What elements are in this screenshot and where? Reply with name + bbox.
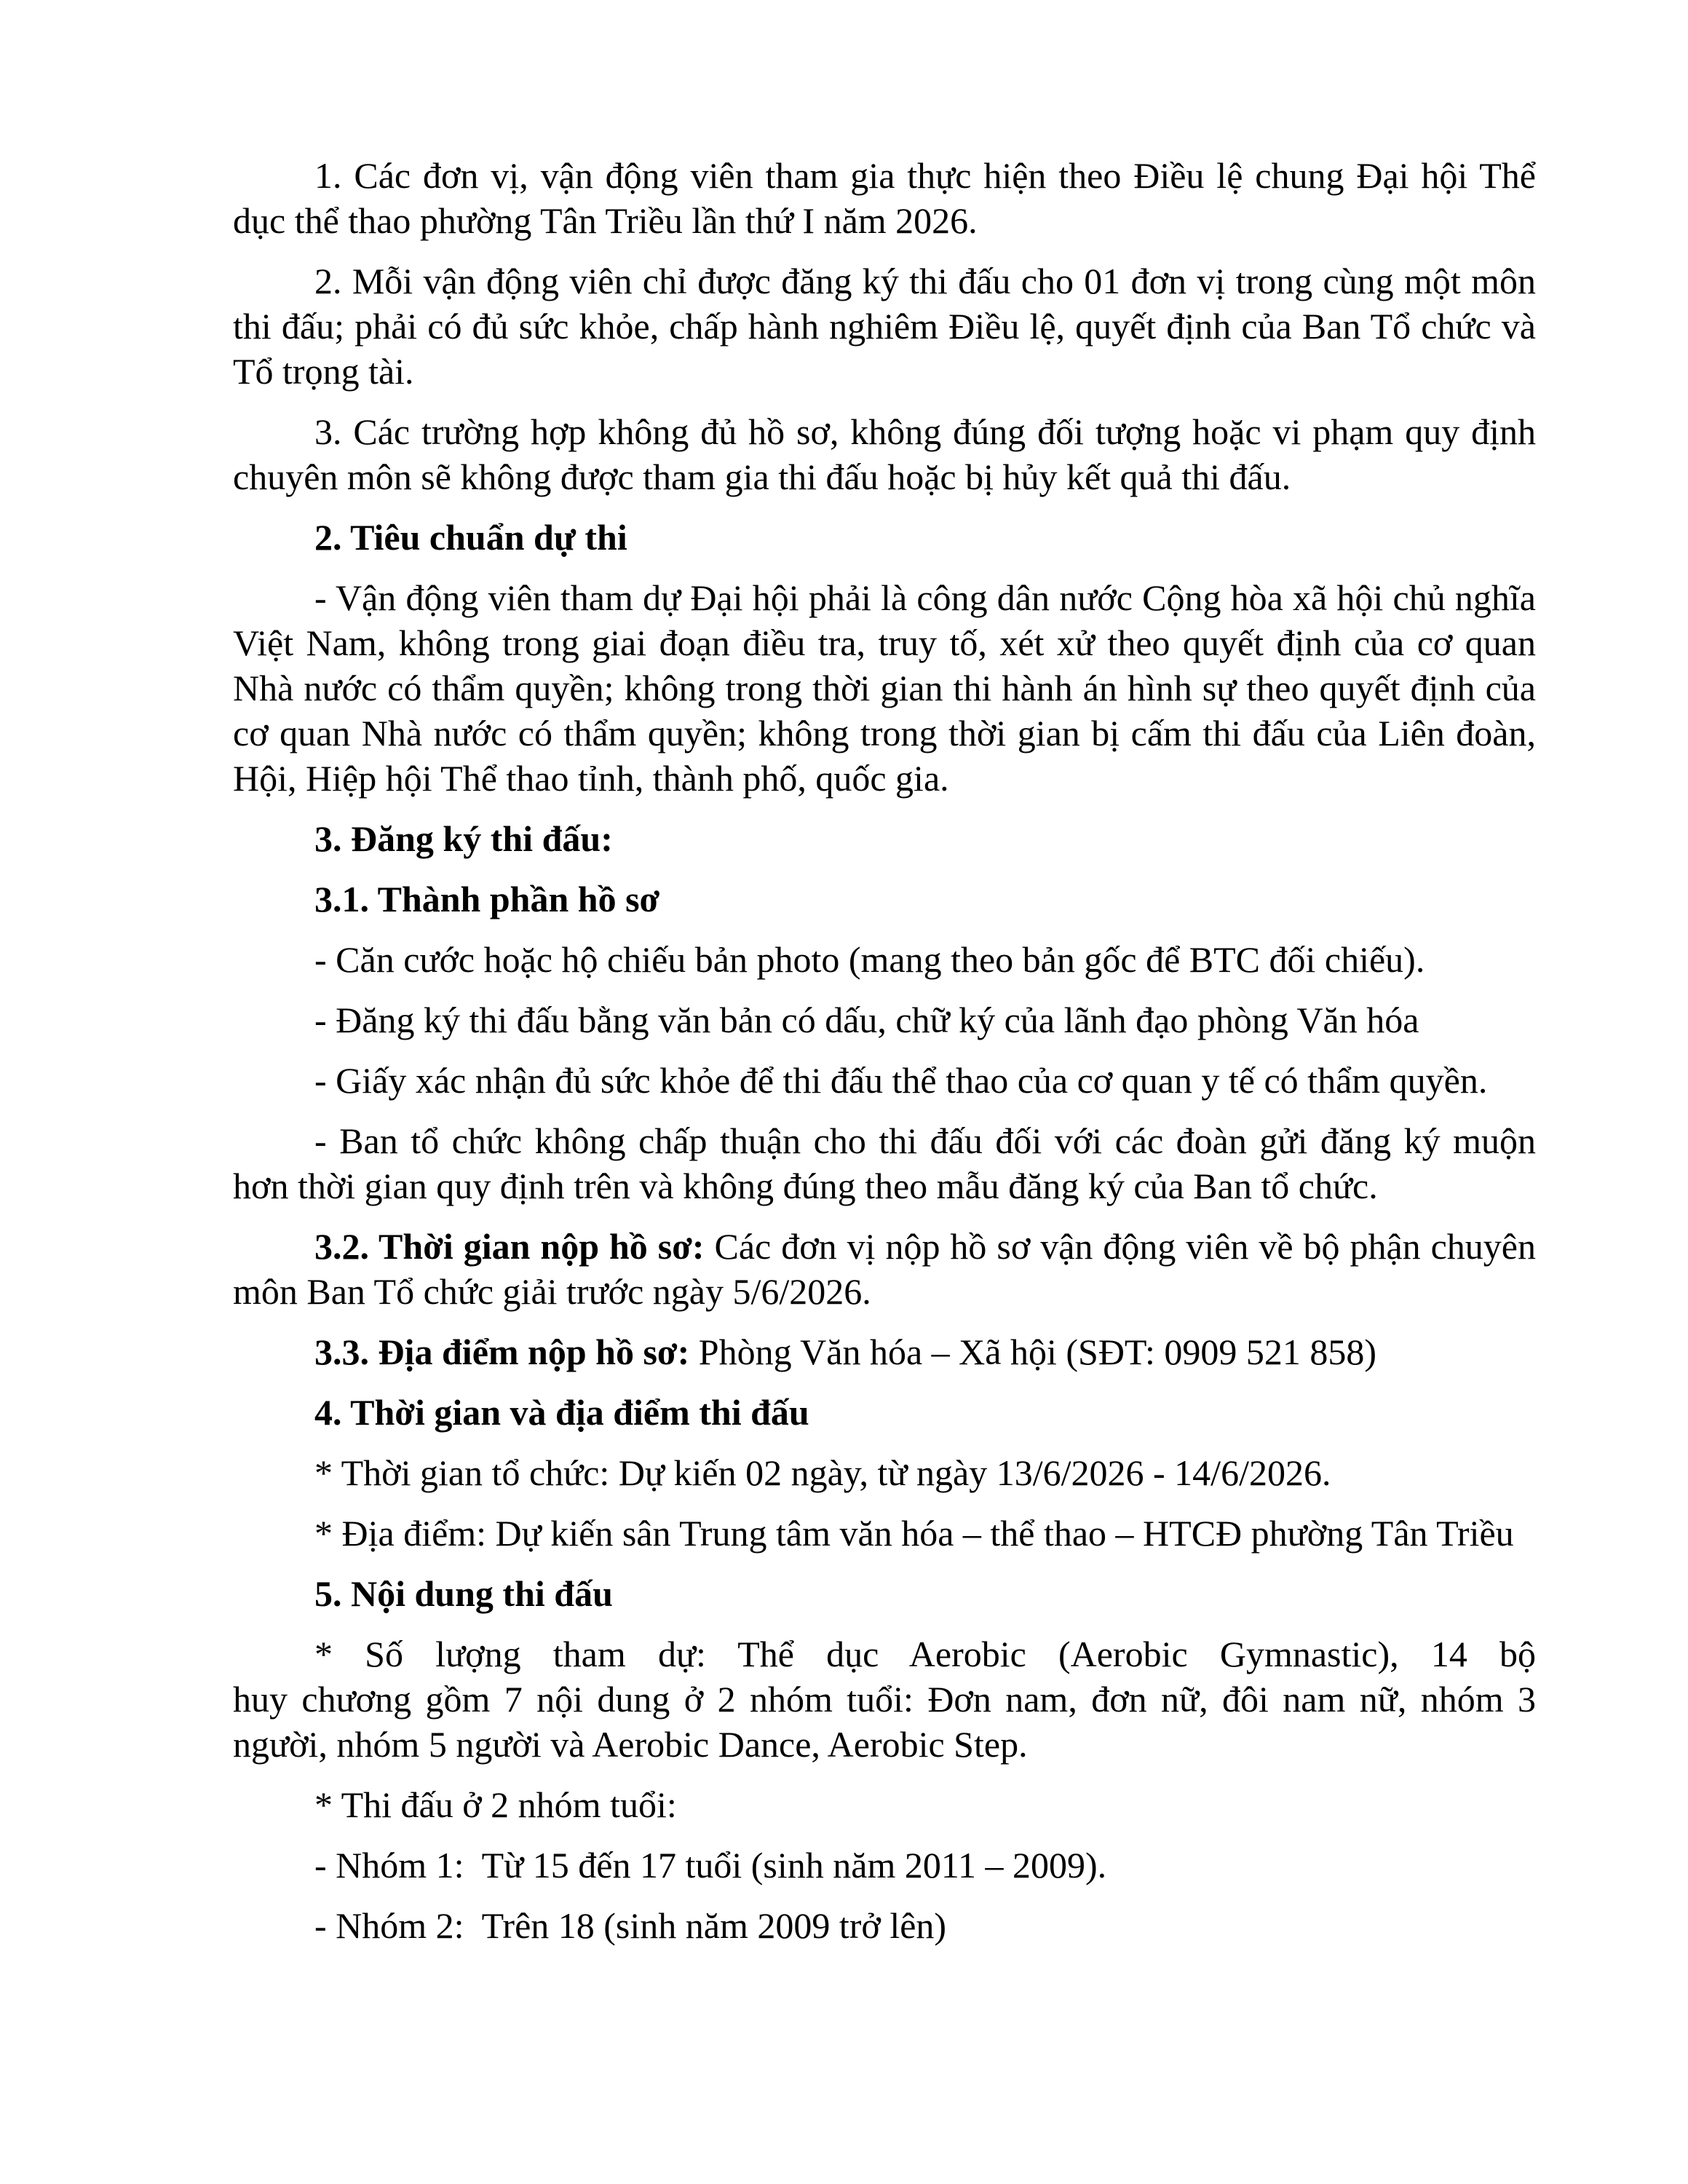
paragraph-dia-diem-nop-ho-so — [233, 1329, 1536, 1374]
paragraph-nhom-1: - Nhóm 1: Từ 15 đến 17 tuổi (sinh năm 2011 – 2009). — [314, 1845, 1107, 1886]
paragraph-nhom-2: - Nhóm 2: Trên 18 (sinh năm 2009 trở lên) — [314, 1905, 947, 1946]
paragraph-thi-dau-2-nhom-tuoi: * Thi đấu ở 2 nhóm tuổi: — [314, 1784, 677, 1825]
heading-tieu-chuan-du-thi: 2. Tiêu chuẩn dự thi — [314, 517, 627, 558]
paragraph-so-luong-tham-du-rest: huy chương gồm 7 nội dung ở 2 nhóm tuổi: Đơn nam, đơn nữ, đôi nam nữ, nhóm 3 người, nhóm 5 người và Aerobic Dance, Aerobic Step. — [233, 1679, 1536, 1765]
heading-thanh-phan-ho-so: 3.1. Thành phần hồ sơ — [314, 879, 660, 919]
paragraph-dieu-le-chung: 1. Các đơn vị, vận động viên tham gia thực hiện theo Điều lệ chung Đại hội Thể dục thể thao phường Tân Triều lần thứ I năm 2026. — [233, 155, 1536, 241]
paragraph-can-cuoc: - Căn cước hoặc hộ chiếu bản photo (mang theo bản gốc để BTC đối chiếu). — [314, 939, 1425, 980]
paragraph-dia-diem-to-chuc: * Địa điểm: Dự kiến sân Trung tâm văn hóa – thể thao – HTCĐ phường Tân Triều — [314, 1513, 1514, 1554]
paragraph-khong-chap-thuan-muon: - Ban tổ chức không chấp thuận cho thi đấu đối với các đoàn gửi đăng ký muộn hơn thời gian quy định trên và không đúng theo mẫu đăng ký của Ban tổ chức. — [233, 1120, 1536, 1206]
text-thoi-gian-nop-ho-so: Các đơn vị nộp hồ sơ vận động viên về bộ phận chuyên môn Ban Tổ chức giải trước ngày 5/6/2026. — [233, 1226, 1537, 1312]
paragraph-dang-ky-01-don-vi: 2. Mỗi vận động viên chỉ được đăng ký thi đấu cho 01 đơn vị trong cùng một môn thi đấu; phải có đủ sức khỏe, chấp hành nghiêm Điều lệ, quyết định của Ban Tổ chức và Tổ trọng tài. — [233, 261, 1536, 392]
document-body — [233, 153, 1536, 1948]
paragraph-so-luong-tham-du-line1: * Số lượng tham dự: Thể dục Aerobic (Aerobic Gymnastic), 14 bộ — [314, 1634, 1536, 1674]
paragraph-thoi-gian-nop-ho-so — [233, 1224, 1536, 1314]
paragraph-truong-hop-khong-du-ho-so: 3. Các trường hợp không đủ hồ sơ, không đúng đối tượng hoặc vi phạm quy định chuyên môn sẽ không được tham gia thi đấu hoặc bị hủy kết quả thi đấu. — [233, 411, 1536, 497]
paragraph-giay-xac-nhan-suc-khoe: - Giấy xác nhận đủ sức khỏe để thi đấu thể thao của cơ quan y tế có thẩm quyền. — [314, 1060, 1488, 1101]
heading-dang-ky-thi-dau: 3. Đăng ký thi đấu: — [314, 818, 613, 859]
heading-noi-dung-thi-dau: 5. Nội dung thi đấu — [314, 1573, 613, 1614]
heading-thoi-gian-dia-diem-thi-dau: 4. Thời gian và địa điểm thi đấu — [314, 1392, 809, 1433]
label-thoi-gian-nop-ho-so: 3.2. Thời gian nộp hồ sơ: — [314, 1226, 705, 1267]
paragraph-thoi-gian-to-chuc: * Thời gian tổ chức: Dự kiến 02 ngày, từ ngày 13/6/2026 - 14/6/2026. — [314, 1452, 1331, 1493]
label-dia-diem-nop-ho-so: 3.3. Địa điểm nộp hồ sơ: — [314, 1332, 690, 1372]
text-dia-diem-nop-ho-so: Phòng Văn hóa – Xã hội (SĐT: 0909 521 858) — [689, 1332, 1377, 1372]
paragraph-dang-ky-van-ban: - Đăng ký thi đấu bằng văn bản có dấu, chữ ký của lãnh đạo phòng Văn hóa — [314, 1000, 1419, 1040]
paragraph-tieu-chuan-van-dong-vien: - Vận động viên tham dự Đại hội phải là công dân nước Cộng hòa xã hội chủ nghĩa Việt Nam, không trong giai đoạn điều tra, truy tố, xét xử theo quyết định của cơ quan Nhà nước có thẩm quyền; không trong thời gian thi hành án hình sự theo quyết định của cơ quan Nhà nước có thẩm quyền; không trong thời gian bị cấm thi đấu của Liên đoàn, Hội, Hiệp hội Thể thao tỉnh, thành phố, quốc gia. — [233, 577, 1536, 799]
